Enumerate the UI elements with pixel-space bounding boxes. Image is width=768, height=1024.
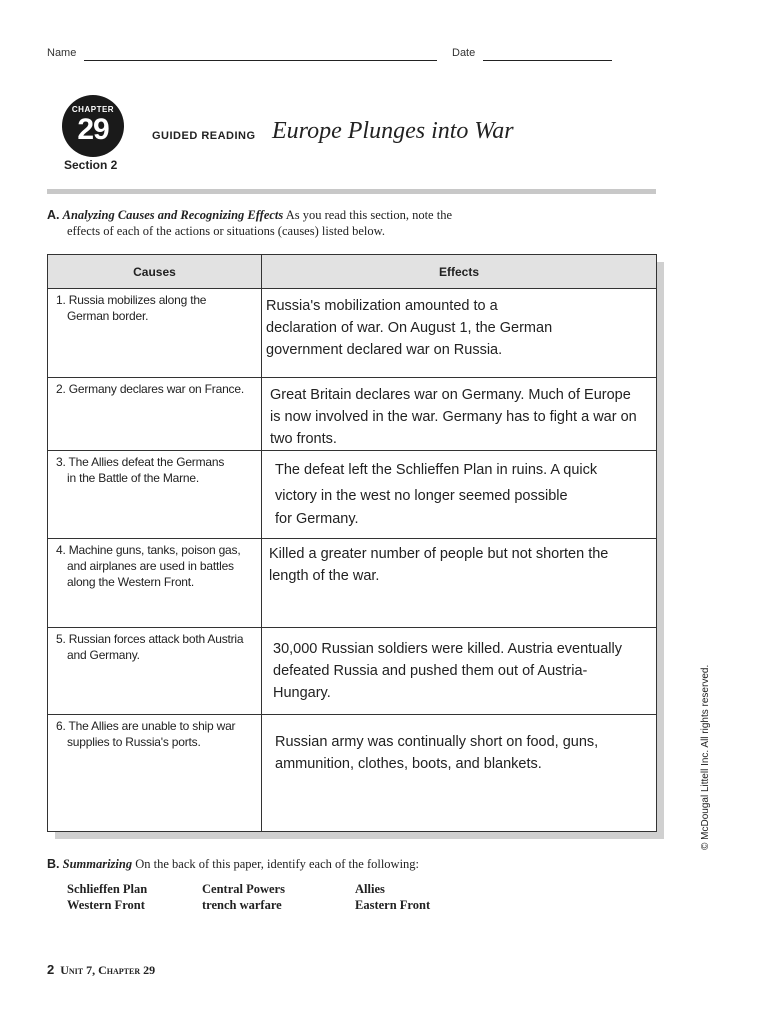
table-row [48,451,657,539]
terms-column-2 [202,881,285,913]
term-item: trench warfare [202,898,282,912]
cause-line: 6. The Allies are unable to ship war [56,719,236,733]
table-row [48,378,657,451]
effects-header: Effects [262,255,657,289]
term-item: Schlieffen Plan [67,882,148,896]
cause-cell [48,451,262,539]
effect-cell[interactable] [262,539,657,628]
effect-cell[interactable] [262,451,657,539]
causes-header: Causes [48,255,262,289]
cause-line: 4. Machine guns, tanks, poison gas, [56,543,241,557]
page-footer [47,962,155,978]
cause-effect-table [47,254,657,832]
table-row [48,289,657,378]
cause-line: and Germany. [67,648,140,662]
effect-line: is now involved in the war. Germany has to fight a war on [270,409,637,425]
effect-line: declaration of war. On August 1, the German [266,320,553,336]
cause-line: and airplanes are used in battles [67,559,234,573]
effect-line: Killed a greater number of people but not shorten the [269,546,609,562]
effect-line: Russia's mobilization amounted to a [266,298,498,314]
effect-line: length of the war. [269,568,380,584]
page-number: 2 [47,962,55,977]
effect-line: victory in the west no longer seemed possible [275,488,568,504]
effect-line: defeated Russia and pushed them out of Austria- [273,663,588,679]
header-rule [47,189,656,194]
chapter-number: 29 [77,113,109,146]
cause-line: supplies to Russia's ports. [67,735,201,749]
cause-cell [48,628,262,715]
effect-line: Russian army was continually short on food, guns, [275,734,599,750]
part-a-letter: A. [47,208,60,222]
part-a-instructions-line1: As you read this section, note the [285,208,452,222]
effect-line: Hungary. [273,685,331,701]
cause-line: along the Western Front. [67,575,195,589]
terms-column-3 [355,881,430,913]
cause-line: 1. Russia mobilizes along the [56,293,207,307]
copyright-notice: © McDougal Littell Inc. All rights reserved. [700,664,711,850]
part-a-instructions [47,207,657,239]
cause-line: 2. Germany declares war on France. [56,382,244,396]
effect-line: 30,000 Russian soldiers were killed. Austria eventually [273,641,622,657]
part-b-letter: B. [47,857,60,871]
guided-reading-label: GUIDED READING [152,130,256,142]
cause-line: German border. [67,309,149,323]
table-row [48,539,657,628]
effect-cell[interactable] [262,715,657,832]
cause-line: in the Battle of the Marne. [67,471,200,485]
chapter-badge [62,95,124,157]
effect-line: The defeat left the Schlieffen Plan in ruins. A quick [275,462,598,478]
date-field-line[interactable] [483,60,612,61]
name-field-line[interactable] [84,60,437,61]
term-item: Eastern Front [355,898,431,912]
effect-line: for Germany. [275,511,359,527]
effect-cell[interactable] [262,378,657,451]
cause-cell [48,715,262,832]
part-b-heading: Summarizing [62,857,133,871]
term-item: Western Front [67,898,145,912]
page-title: Europe Plunges into War [272,118,514,144]
table-row [48,628,657,715]
chapter-label: CHAPTER [71,105,115,114]
part-b-instructions [47,856,667,872]
effect-line: government declared war on Russia. [266,342,503,358]
cause-line: 5. Russian forces attack both Austria [56,632,244,646]
effect-line: Great Britain declares war on Germany. Much of Europe [270,387,631,403]
part-a-instructions-line2: effects of each of the actions or situations (causes) listed below. [67,224,385,238]
effect-line: ammunition, clothes, boots, and blankets. [275,756,542,772]
footer-text: Unit 7, Chapter 29 [60,963,156,977]
part-b-instructions-text: On the back of this paper, identify each of the following: [135,857,420,871]
terms-column-1 [67,881,147,913]
cause-line: 3. The Allies defeat the Germans [56,455,225,469]
term-item: Central Powers [202,882,285,896]
table-row [48,715,657,832]
effect-line: two fronts. [270,431,337,447]
cause-cell [48,378,262,451]
cause-cell [48,539,262,628]
name-label: Name [47,47,77,59]
date-label: Date [452,47,476,59]
effect-cell[interactable] [262,289,657,378]
part-a-heading: Analyzing Causes and Recognizing Effects [62,208,284,222]
cause-cell [48,289,262,378]
effect-cell[interactable] [262,628,657,715]
section-label: Section 2 [64,158,118,172]
term-item: Allies [355,882,385,896]
